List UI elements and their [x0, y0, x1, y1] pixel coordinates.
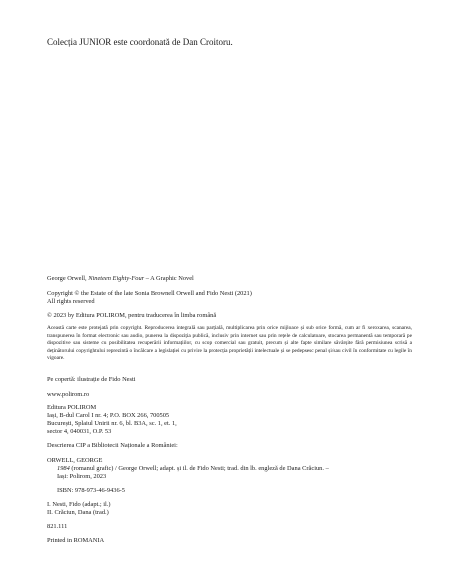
cip-entry-text: (romanul grafic) / George Orwell; adapt. și il. de Fido Nesti; trad. din lb. engleză de Dana Crăciun. – — [69, 465, 329, 472]
cip-entry — [57, 465, 329, 473]
cip-isbn: ISBN: 978-973-46-9436-5 — [57, 487, 125, 494]
book-author: George Orwell, — [47, 275, 89, 282]
rights-reserved: All rights reserved — [47, 298, 95, 305]
publisher-address-1: Iași, B-dul Carol I nr. 4; P.O. BOX 266, 700505 — [47, 412, 170, 419]
legal-notice: Această carte este protejată prin copyright. Reproducerea integrală sau parțială, multiplicarea prin orice mijloace și sub orice formă, cum ar fi xeroxarea, scanarea, transpunerea în format electronic sau audio, punerea la dispoziția publică, inclusiv prin internet sau prin rețele de calculatoare, stocarea permanentă sau temporară pe dispozitive sau sisteme cu posibilitatea recuperării informațiilor, cu scop comercial sau gratuit, precum și alte fapte similare săvârșite fără permisiunea scrisă a deținătorului copyrightului reprezintă o încălcare a legislației cu privire la protecția proprietății intelectuale și se pedepsesc penal și/sau civil în conformitate cu legile în vigoare. — [47, 325, 412, 361]
cip-contributor-2: II. Crăciun, Dana (trad.) — [47, 509, 109, 516]
cip-title: 1984 — [57, 465, 70, 472]
cip-author: ORWELL, GEORGE — [47, 457, 103, 464]
copyright-polirom: © 2023 by Editura POLIROM, pentru traducerea în limba română — [47, 312, 217, 319]
printed-in: Printed in ROMANIA — [47, 537, 105, 544]
cip-place: Iași: Polirom, 2023 — [57, 473, 107, 480]
cip-classification: 821.111 — [47, 523, 68, 530]
cip-contributor-1: I. Nesti, Fido (adapt.; il.) — [47, 501, 111, 508]
cip-heading: Descrierea CIP a Bibliotecii Naționale a României: — [47, 442, 178, 449]
copyright-estate: Copyright © the Estate of the late Sonia Brownell Orwell and Fido Nesti (2021) — [47, 290, 252, 297]
book-title: Nineteen Eighty-Four — [88, 275, 145, 282]
publisher-address-3: sector 4, 040031, O.P. 53 — [47, 428, 112, 435]
publisher-name: Editura POLIROM — [47, 404, 97, 411]
cover-note: Pe copertă: ilustrație de Fido Nesti — [47, 376, 136, 383]
book-subtitle: – A Graphic Novel — [144, 275, 194, 282]
collection-note: Colecția JUNIOR este coordonată de Dan Croitoru. — [47, 37, 233, 47]
website: www.polirom.ro — [47, 391, 90, 398]
book-title-line — [47, 275, 194, 283]
publisher-address-2: București, Splaiul Unirii nr. 6, bl. B3A, sc. 1, et. 1, — [47, 420, 177, 427]
